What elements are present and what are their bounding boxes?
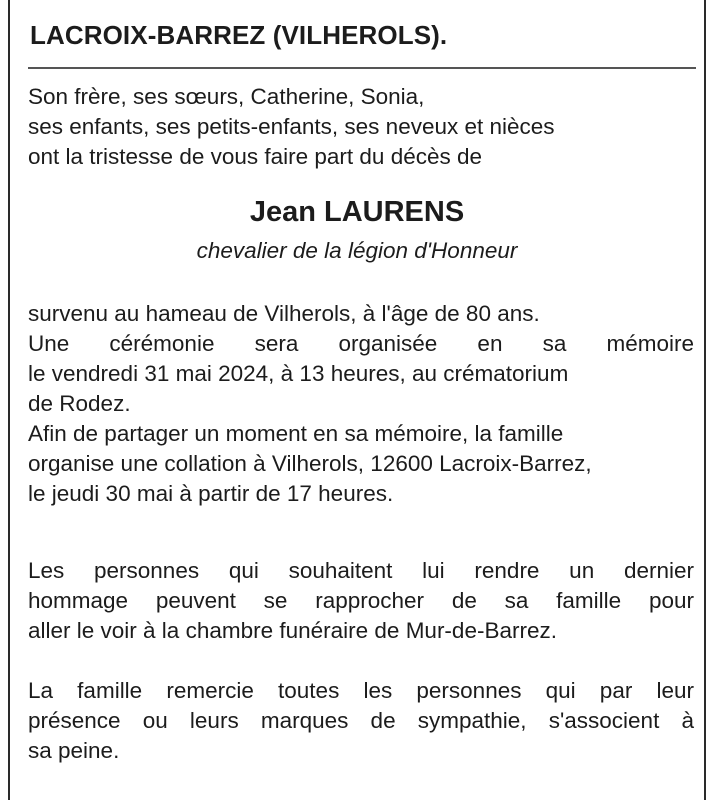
thanks-paragraph [28,676,694,766]
obituary-notice [8,0,706,800]
details-line: de Rodez. [28,391,131,416]
heading-divider [28,67,696,69]
thanks-line: sa peine. [28,738,120,763]
thanks-line: présence ou leurs marques de sympathie, s'associent à [28,708,694,733]
deceased-name: Jean LAURENS [249,196,465,228]
thanks-line: La famille remercie toutes les personnes qui par leur [28,678,694,703]
hommage-line: hommage peuvent se rapprocher de sa famille pour [28,588,694,613]
hommage-line: aller le voir à la chambre funéraire de Mur-de-Barrez. [28,618,557,643]
intro-line: ont la tristesse de vous faire part du décès de [28,144,483,169]
deceased-title: chevalier de la légion d'Honneur [196,238,518,263]
intro-paragraph [28,82,555,172]
details-line: survenu au hameau de Vilherols, à l'âge de 80 ans. [28,301,540,326]
hommage-paragraph [28,556,694,646]
details-line: le vendredi 31 mai 2024, à 13 heures, au crématorium [28,361,569,386]
details-line: organise une collation à Vilherols, 12600 Lacroix-Barrez, [28,451,592,476]
intro-line: ses enfants, ses petits-enfants, ses neveux et nièces [28,114,555,139]
details-paragraph [28,299,694,509]
details-line: Afin de partager un moment en sa mémoire, la famille [28,421,564,446]
notice-heading: LACROIX-BARREZ (VILHEROLS). [30,20,448,50]
hommage-line: Les personnes qui souhaitent lui rendre un dernier [28,558,694,583]
details-line: Une cérémonie sera organisée en sa mémoire [28,331,694,356]
details-line: le jeudi 30 mai à partir de 17 heures. [28,481,394,506]
intro-line: Son frère, ses sœurs, Catherine, Sonia, [28,84,425,109]
